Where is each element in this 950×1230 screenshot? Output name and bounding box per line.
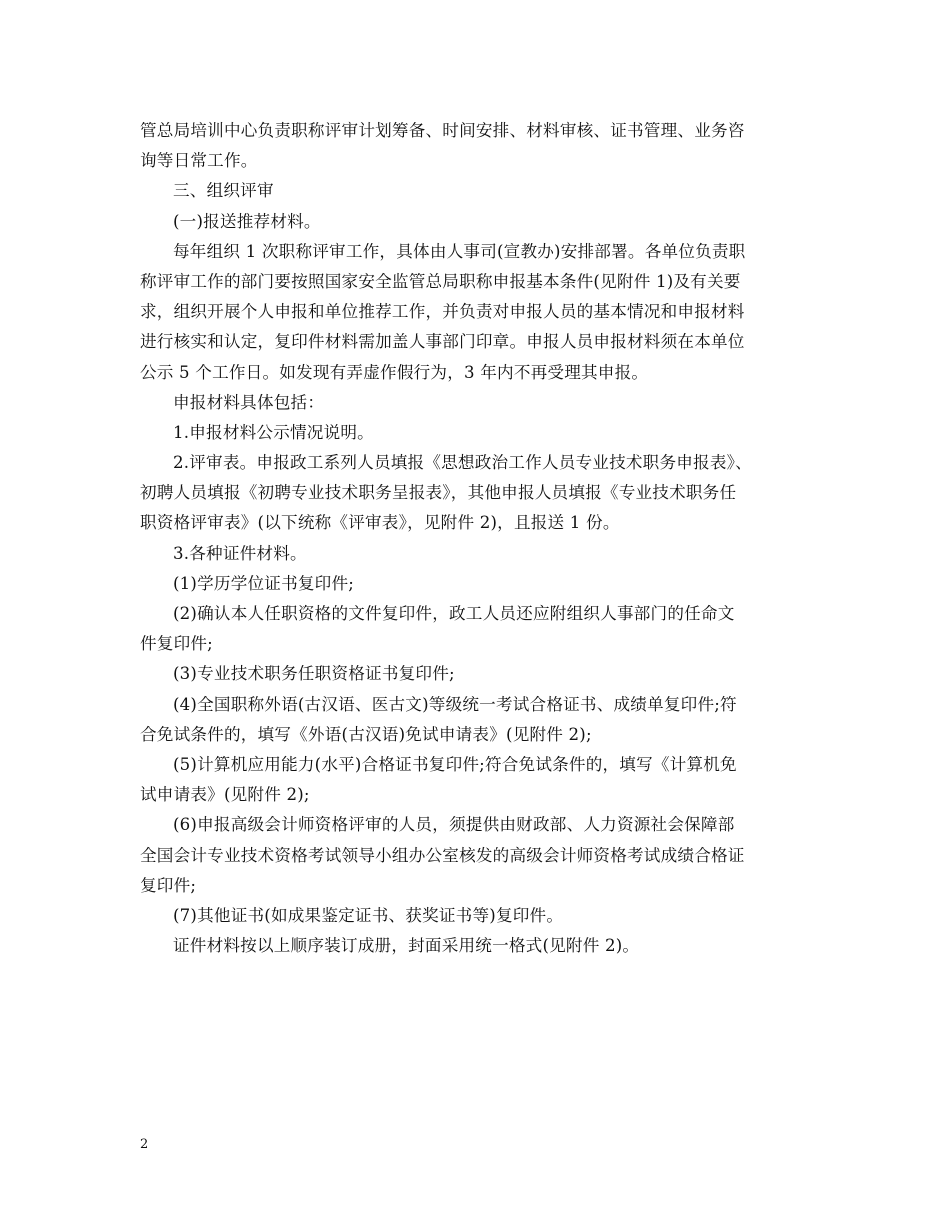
text-line: 复印件; — [140, 875, 197, 895]
text-line: 初聘人员填报《初聘专业技术职务呈报表》，其他申报人员填报《专业技术职务任 — [140, 483, 737, 503]
text-line: (7)其他证书(如成果鉴定证书、获奖证书等)复印件。 — [173, 905, 564, 925]
text-line: (一)报送推荐材料。 — [173, 211, 321, 231]
text-line: 求，组织开展个人申报和单位推荐工作，并负责对申报人员的基本情况和申报材料 — [140, 302, 745, 322]
text-line: (4)全国职称外语(古汉语、医古文)等级统一考试合格证书、成绩单复印件;符 — [173, 694, 737, 714]
text-line: 件复印件; — [140, 634, 213, 654]
text-line: (3)专业技术职务任职资格证书复印件; — [173, 664, 455, 684]
text-line: 进行核实和认定，复印件材料需加盖人事部门印章。申报人员申报材料须在本单位 — [140, 332, 745, 352]
text-line: 申报材料具体包括： — [173, 392, 325, 412]
text-line: 1.申报材料公示情况说明。 — [173, 422, 374, 442]
text-line: (6)申报高级会计师资格评审的人员，须提供由财政部、人力资源社会保障部 — [173, 815, 735, 835]
text-line: (2)确认本人任职资格的文件复印件，政工人员还应附组织人事部门的任命文 — [173, 604, 735, 623]
text-line: (5)计算机应用能力(水平)合格证书复印件;符合免试条件的，填写《计算机免 — [173, 754, 737, 774]
text-line: 称评审工作的部门要按照国家安全监管总局职称申报基本条件(见附件 1)及有关要 — [140, 271, 741, 291]
document-body — [140, 116, 830, 961]
text-line: 全国会计专业技术资格考试领导小组办公室核发的高级会计师资格考试成绩合格证 — [140, 845, 745, 865]
text-line: 3.各种证件材料。 — [173, 543, 307, 563]
text-line: 三、组织评审 — [173, 181, 274, 201]
text-line: 试申请表》(见附件 2); — [140, 785, 310, 805]
text-line: 职资格评审表》(以下统称《评审表》，见附件 2)，且报送 1 份。 — [140, 513, 620, 533]
text-line: 公示 5 个工作日。如发现有弄虚作假行为，3 年内不再受理其申报。 — [140, 362, 649, 382]
text-line: (1)学历学位证书复印件; — [173, 573, 355, 593]
page-number: 2 — [140, 1137, 149, 1152]
text-line: 每年组织 1 次职称评审工作，具体由人事司(宣教办)安排部署。各单位负责职 — [173, 241, 746, 261]
text-line: 询等日常工作。 — [140, 151, 258, 171]
text-line: 2.评审表。申报政工系列人员填报《思想政治工作人员专业技术职务申报表》、 — [173, 453, 752, 473]
text-line: 管总局培训中心负责职称评审计划筹备、时间安排、材料审核、证书管理、业务咨 — [140, 121, 745, 140]
text-line: 证件材料按以上顺序装订成册，封面采用统一格式(见附件 2)。 — [173, 936, 640, 956]
text-line: 合免试条件的，填写《外语(古汉语)免试申请表》(见附件 2); — [140, 724, 592, 744]
